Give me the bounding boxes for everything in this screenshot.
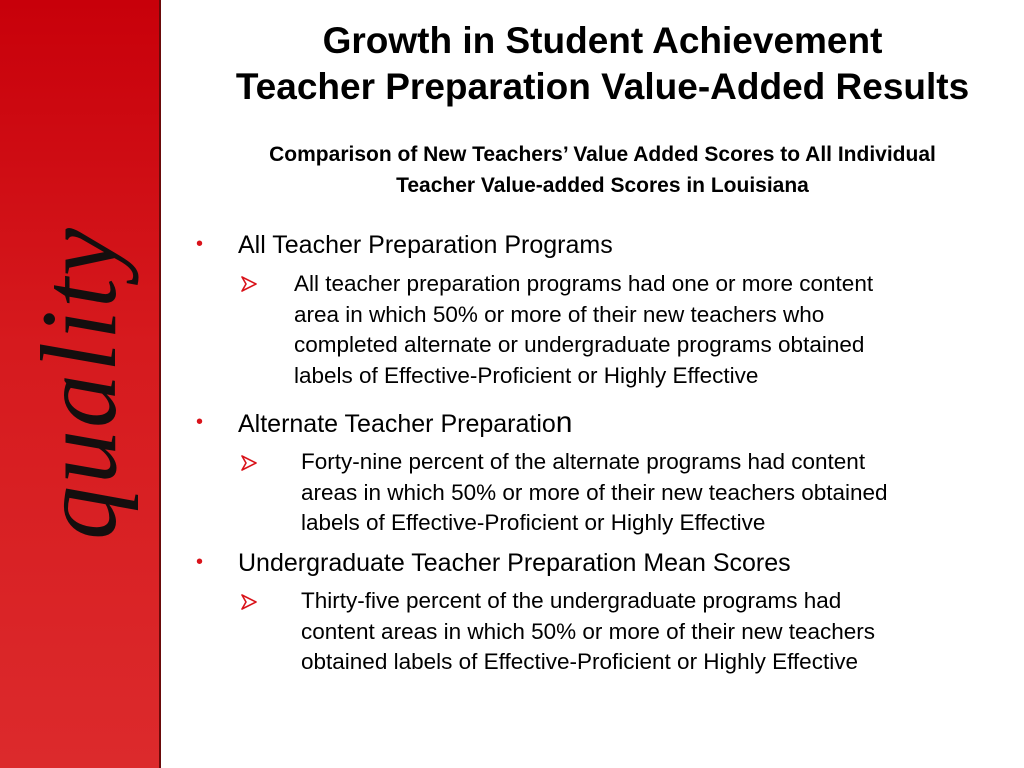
subtitle-line-2: Teacher Value-added Scores in Louisiana [396, 174, 809, 197]
bullet-heading-main: Alternate Teacher Preparatio [238, 410, 556, 438]
subtitle-line-1: Comparison of New Teachers’ Value Added Scores to All Individual [269, 143, 936, 166]
arrow-icon [240, 455, 258, 471]
bullet-heading: All Teacher Preparation Programs [238, 231, 613, 259]
arrow-icon [240, 594, 258, 610]
bullet-heading-tail: n [555, 406, 573, 439]
bullet-heading: Undergraduate Teacher Preparation Mean Scores [238, 549, 791, 577]
bullet-dot-icon: • [196, 551, 204, 573]
title-line-2: Teacher Preparation Value-Added Results [235, 66, 970, 107]
title-line-1: Growth in Student Achievement [322, 20, 883, 61]
bullet-sub-text: All teacher preparation programs had one or more content area in which 50% or more of their new teachers who completed alternate or undergraduate programs obtained labels of Effective-Proficient or Highly Effective [294, 271, 874, 388]
arrow-icon [240, 276, 258, 292]
bullet-dot-icon: • [196, 233, 204, 255]
bullet-dot-icon: • [196, 411, 204, 433]
bullet-sub-text: Forty-nine percent of the alternate programs had content areas in which 50% or more of their new teachers obtained labels of Effective-Proficient or Highly Effective [301, 449, 888, 535]
sidebar-word: quality [20, 226, 139, 540]
bullet-sub-text: Thirty-five percent of the undergraduate programs had content areas in which 50% or more of their new teachers obtained labels of Effective-Proficient or Highly Effective [301, 588, 876, 674]
bullet-heading [238, 408, 572, 439]
